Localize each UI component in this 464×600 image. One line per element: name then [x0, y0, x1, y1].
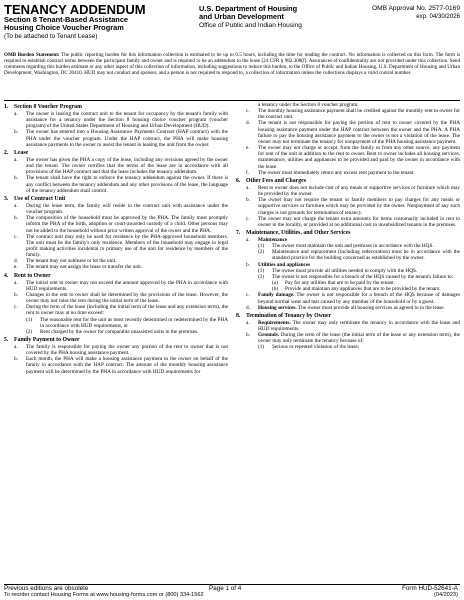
clause: a. During the lease term, the family will reside in the contract unit with assistance under the voucher program.: [14, 202, 228, 216]
clause: a. Maintenance: [246, 236, 288, 243]
section-heading: 1. Section 8 Voucher Program: [4, 104, 82, 110]
clause: c. The contract unit may only be used for residence by the PHA-approved household members. The unit must be the family's only residence. Members of the household may engage in legal profit making activities incidental to primary use of the unit for residence by members of the family.: [14, 233, 228, 259]
omb-expiration: exp. 04/30/2026: [416, 13, 460, 20]
right-column: [236, 102, 460, 352]
form-title: TENANCY ADDENDUM: [4, 2, 146, 17]
section-1: [4, 104, 228, 148]
section-7: [236, 230, 460, 311]
section-heading: 3. Use of Contract Unit: [4, 195, 66, 202]
agency-line-1: U.S. Department of Housing: [199, 4, 298, 13]
agency-office: Office of Public and Indian Housing: [199, 21, 302, 29]
form-subtitle-2: Housing Choice Voucher Program: [4, 23, 124, 33]
section-heading: 4. Rent to Owner: [4, 272, 51, 279]
sub-clause: (2) The owner is not responsible for a breach of the HQS caused by the tenant's failure to:: [258, 273, 454, 280]
section-heading: 8. Termination of Tenancy by Owner: [236, 312, 332, 319]
clause: a. The owner has given the PHA a copy of the lease, including any revisions agreed by the owner and the tenant. The owner certifies that the terms of the lease are in accordance with all provisions of the HAP contract and that the lease includes the tenancy addendum.: [14, 156, 228, 176]
section-heading: 7. Maintenance, Utilities, and Other Services: [236, 229, 351, 236]
clause: c. Family damage. The owner is not responsible for a breach of the HQS because of damages beyond normal wear and tear caused by any member of the household or by a guest.: [246, 292, 460, 305]
clause: a. Requirements. The owner may only terminate the tenancy in accordance with the lease and HUD requirements.: [246, 319, 460, 332]
clause: c. The owner may not charge the tenant extra amounts for items customarily included in rent to owner in the locality, or provided at no additional cost to unsubsidized tenants in the premises.: [246, 215, 460, 228]
clause: b. The tenant shall have the right to enforce the tenancy addendum against the owner. If there is any conflict between the tenancy addendum and any other provisions of the lease, the language of the tenancy addendum shall control.: [14, 175, 228, 194]
clause: d. The tenant may not sublease or let the unit.: [14, 258, 117, 265]
header-divider: [4, 100, 460, 101]
burden-text: The public reporting burden for this information collection is estimated to be up to 0.5 hours, including the time for reading the contract. No information is collected on this form. The form is required to establish contract terms between the participant family and owner and is required to be an addendum to the lease (24 CFR § 982.308(f). Assurances of confidentiality are not provided under this collection. Send comments regarding this burden estimate or any other aspect of this collection of information, including suggestions to reduce this burden, to the Office of Public and Indian Housing, U.S. Department of Housing and Urban Development, Washington, DC 20410. HUD may not conduct and sponsor, and a person is not required to respond to, a collection of information unless the collections displays a valid control number.: [4, 52, 460, 77]
clause: a. The owner is leasing the contract unit to the tenant for occupancy by the tenant's family with assistance for a tenancy under the Section 8 housing choice voucher program (voucher program) of the United States Department of Housing and Urban Development (HUD).: [14, 111, 228, 130]
sub-clause: (2) Maintenance and replacement (including redecoration) must be in accordance with the standard practice for the building concerned as established by the owner.: [258, 249, 460, 262]
reorder-note: To reorder contact Housing Forms at www.housing-forms.com or (800) 334-1562: [4, 592, 204, 598]
omb-burden-statement: [4, 52, 460, 76]
footer-obsolete-note: Previous editions are obsolete: [4, 585, 89, 592]
sub-clause: (1) The owner must provide all utilities needed to comply with the HQS.: [258, 267, 418, 274]
sub-clause: (1) The owner must maintain the unit and premises in accordance with the HQS.: [258, 243, 434, 250]
section-heading: 5. Family Payment to Owner: [4, 337, 80, 343]
clause: e. The tenant may not assign the lease or transfer the unit.: [14, 264, 143, 271]
sub-clause: (2) Rent charged by the owner for comparable unassisted units in the premises.: [26, 328, 199, 335]
section-heading: 6. Other Fees and Charges: [236, 177, 306, 184]
form-subtitle-1: Section 8 Tenant-Based Assistance: [4, 15, 129, 24]
clause: f. The owner must immediately return any excess rent payment to the tenant.: [246, 169, 415, 176]
clause: b. The owner has entered into a Housing Assistance Payments Contract (HAP contract) with the PHA under the voucher program. Under the HAP contract, the PHA will make housing assistance payments to the owner to assist the tenant in leasing the unit from the owner.: [14, 129, 228, 148]
section-heading: 2. Lease: [4, 149, 29, 156]
agency-block: [199, 5, 349, 30]
section-4: [4, 273, 228, 335]
burden-label: OMB Burden Statement:: [4, 52, 60, 58]
clause: a. The family is responsible for paying the owner any portion of the rent to owner that is not covered by the PHA housing assistance payment.: [14, 344, 228, 357]
form-attach-note: (To be attached to Tenant Lease): [4, 32, 98, 40]
page-footer: [4, 585, 460, 599]
clause: d. Housing services. The owner must provide all housing services as agreed to in the lease.: [246, 304, 445, 311]
omb-block: [345, 5, 460, 21]
section-2: [4, 150, 228, 194]
clause: d. The tenant is not responsible for paying the portion of rent to owner covered by the PHA housing assistance payment under the HAP contract between the owner and the PHA. A PHA failure to pay the housing assistance payment to the owner is not a violation of the lease. The owner may not terminate the tenancy for nonpayment of the PHA housing assistance payment.: [246, 120, 460, 145]
form-number: Form HUD-52641-A: [402, 585, 458, 592]
section-8: [236, 313, 460, 351]
section-3: [4, 196, 228, 271]
page-number: Page 1 of 4: [209, 585, 242, 592]
omb-approval-number: OMB Approval No. 2577-0169: [372, 5, 460, 12]
clause: a. Rent to owner does not include cost of any meals or supportive services or furniture which may be provided by the owner.: [246, 184, 460, 198]
clause: c. The monthly housing assistance payment shall be credited against the monthly rent to owner for the contract unit.: [246, 108, 460, 121]
clause: b. The composition of the household must be approved by the PHA. The family must promptly inform the PHA of the birth, adoption or court-awarded custody of a child. Other persons may not be added to the household without prior written approval of the owner and the PHA.: [14, 215, 228, 234]
clause: e. The owner may not charge or accept, from the family or from any other source, any payment for rent of the unit in addition to the rent to owner. Rent to owner includes all housing services, maintenance, utilities and appliances to be provided and paid by the owner in accordance with the lease.: [246, 145, 460, 170]
clause: b. Each month, the PHA will make a housing assistance payment to the owner on behalf of the family in accordance with the HAP contract. The amount of the monthly housing assistance payment will be determined by the PHA in accordance with HUD requirements for: [14, 356, 228, 375]
sub-clause: (1) Serious or repeated violation of the lease;: [258, 344, 360, 351]
left-column: [4, 102, 228, 376]
agency-line-2: and Urban Development: [199, 12, 285, 22]
clause: b. The owner may not require the tenant or family members to pay charges for any meals or supportive services or furniture which may be provided by the owner. Nonpayment of any such charges is not grounds for termination of tenancy.: [246, 197, 460, 216]
form-title-block: [4, 3, 194, 40]
sub-sub-clause: (a) Pay for any utilities that are to be paid by the tenant.: [272, 280, 395, 287]
clause: b. Changes in the rent to owner shall be determined by the provisions of the lease. However, the owner may not raise the rent during the initial term of the lease.: [14, 291, 228, 305]
clause: b. Utilities and appliances: [246, 261, 311, 268]
section-5: [4, 337, 228, 375]
clause: b. Grounds. During the term of the lease (the initial term of the lease or any extension term), the owner may only terminate the tenancy because of:: [246, 332, 460, 345]
clause-continuation: a tenancy under the Section 8 voucher program.: [258, 102, 359, 108]
section-6: [236, 178, 460, 228]
clause: c. During the term of the lease (including the initial term of the lease and any extension term), the rent to owner may at no time exceed:: [14, 304, 228, 317]
clause: a. The initial rent to owner may not exceed the amount approved by the PHA in accordance with HUD requirements.: [14, 279, 228, 292]
form-revision-date: (04/2023): [434, 592, 458, 598]
sub-sub-clause: (b) Provide and maintain any appliances that are to be provided by the tenant.: [272, 286, 441, 293]
sub-clause: (1) The reasonable rent for the unit as most recently determined or redetermined by the PHA in accordance with HUD requirements, or: [26, 316, 228, 329]
